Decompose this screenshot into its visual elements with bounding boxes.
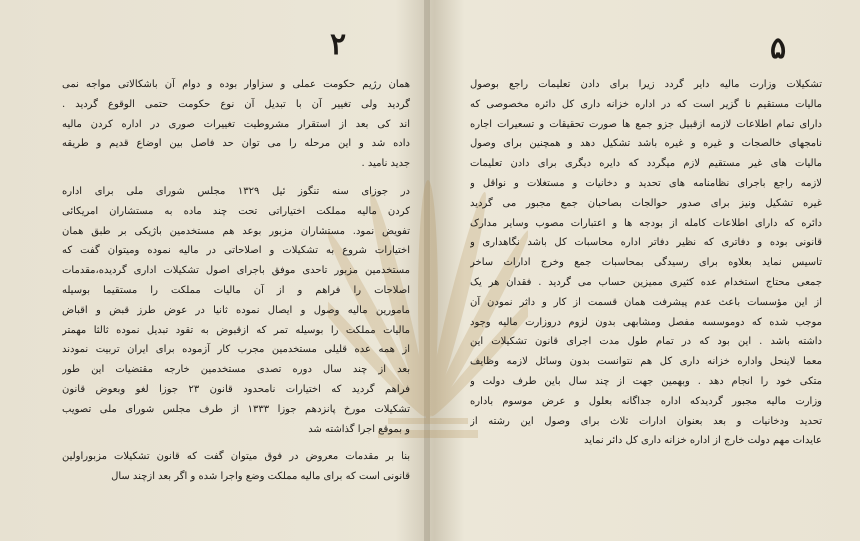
text-line: همان رژیم حکومت عملی و سزاوار بوده و دوام آن باشکالاتی مواجه نمی (62, 79, 410, 90)
text-line: بعد از چند سال دوره تصدی مستخدمین خارجه مقتضیات این طور (62, 364, 410, 376)
text-line: مالیات مملکت را بوسیله تمر که ازقبوض به تقود تبدیل نموده ثالثا مهمتر (62, 324, 410, 336)
paragraph-gap (62, 439, 410, 447)
right-page-text (470, 75, 822, 451)
text-line: بنا بر مقدمات معروض در فوق میتوان گفت که قانون تشکیلات مزبوراولین (62, 451, 410, 463)
right-page-number: ۵ (770, 31, 787, 66)
text-line: لازمه راجع باجرای نظامنامه های تحدید و دخانیات و مستغلات و نواقل و (470, 177, 822, 189)
left-page-number: ۲ (330, 27, 347, 62)
text-line: جمعی محتاج استخدام عده کثیری ممیزین حساب می گردید . فقدان هر یک (470, 276, 822, 288)
text-line: کردن مالیه مملکت اختیاراتی تحت چند ماده به مستشاران امریکائی (62, 205, 410, 217)
text-line: قانونی است که برای مالیه مملکت وضع واجرا شده و اگر بعد ازچند سال (111, 471, 410, 483)
text-line: عایدات مهم دولت خارج از اداره خزانه داری کل دائر نماید (583, 435, 822, 447)
text-line: مستخدمین مزبور تاحدی موفق باجرای اصول تشکیلات اداری گردیده،مقدمات (62, 265, 410, 277)
text-line: دائره که دارای اطلاعات کامله از بودجه ها و اعتبارات مصوب وسایر مدارک (470, 217, 822, 229)
text-line: اند کی بعد از استقرار مشروطیت تغییرات صوری در اداره کردن مالیه (62, 118, 410, 130)
text-line: داشته باشد . این بود که در تمام طول مدت اجرای قانون تشکیلات این (470, 336, 822, 348)
text-line: تفویض نمود. مستشاران مزبور بوعد هم مستخدمین باژیکی بر طبق همان (62, 225, 410, 237)
text-line: جدید نامید . (361, 158, 410, 170)
text-line: از همه عده قلیلی مستخدمین مجرب کار آزموده برای ایران تربیت نمودند (62, 344, 410, 356)
text-line: اختیارات شروع به تشکیلات و اصلاحاتی در مالیه نموده ومیتوان گفت که (62, 245, 410, 257)
text-line: فراهم گردید که اختیارات نامحدود قانون ۲۳ جوزا لغو وبعوض قانون (62, 383, 410, 395)
text-line: وزارت مالیه مجبور گردیدکه اداره جداگانه بعلول و عرض موسوم باداره (470, 395, 822, 407)
text-line: متکی خود را انجام دهد . وبهمین جهت از چند سال باین طرف دولت و (470, 375, 822, 387)
text-line: تشکیلات مورخ پانزدهم جوزا ۱۳۳۳ از طرف مجلس شورای ملی تصویب (62, 403, 410, 415)
text-line: نامجهای خالصجات و غیره و غیره باشد تشکیل دهد و همچنین برای وصول (470, 138, 822, 150)
text-line: دارای تمام اطلاعات لازمه ازقبیل جزو جمع ها صورت تحقیقات و تسعیرات اجاره (470, 118, 822, 130)
text-line: موجب شده که دوموسسه مفصل ومشابهی بدون لزوم دروزارت مالیه وجود (470, 316, 822, 328)
text-line: تاسیس نماید بعلاوه برای رسیدگی بمحاسبات جمع وخرج ادارات ساخر (470, 257, 822, 269)
text-line: مالیات مستقیم نا گزیر است که در اداره خزانه داری کل دائره مخصوصی که (470, 98, 822, 110)
text-line: گردید ولی تغییر آن با تبدیل آن نوع حکومت حتمی الوقوع گردید . (62, 98, 410, 110)
text-line: تشکیلات وزارت مالیه دایر گردد زیرا برای دادن تعلیمات راجع بوصول (470, 79, 822, 90)
text-line: در جوزای سنه تنگوز ئیل ۱۳۲۹ مجلس شورای ملی برای اداره (62, 185, 410, 197)
text-line: اصلاحات را فراهم و از آن مالیات مملکت را مستقیما بوسیله (62, 284, 410, 296)
text-line: غیره تشکیل ونیز برای صدور حوالجات بصاحبان جمع مجبور می گردید (470, 197, 822, 209)
text-line: مامورین مالیه وصول و ایصال نموده ثانیا در عوض طرز قبض و اقباض (62, 304, 410, 316)
text-line: از این مؤسسات باعث عدم پیشرفت همان قسمت از کار و داثر نمودن آن (470, 296, 822, 308)
left-page-text (62, 75, 410, 487)
text-line: داده شد و این مرحله را می توان حد فاصل بین اوضاع قدیم و طریقه (62, 138, 410, 150)
text-line: تحدید ودخانیات و بعد بعنوان ادارات ثلاث برای وصول این رشته از (470, 415, 822, 427)
text-line: قانونی بوده و دفاتری که نظیر دفاتر اداره محاسبات کل باشد نگاهداری و (470, 237, 822, 249)
text-line: و بموقع اجرا گذاشته شد (308, 423, 410, 435)
text-line: مالیات های غیر مستقیم لازم میگردد که دایره دیگری برای دادن تعلیمات (470, 158, 822, 170)
text-line: معما لاینحل واداره خزانه داری کل هم نتوانست بدون وسائل لازمه وظایف (470, 356, 822, 368)
paragraph-gap (62, 174, 410, 182)
